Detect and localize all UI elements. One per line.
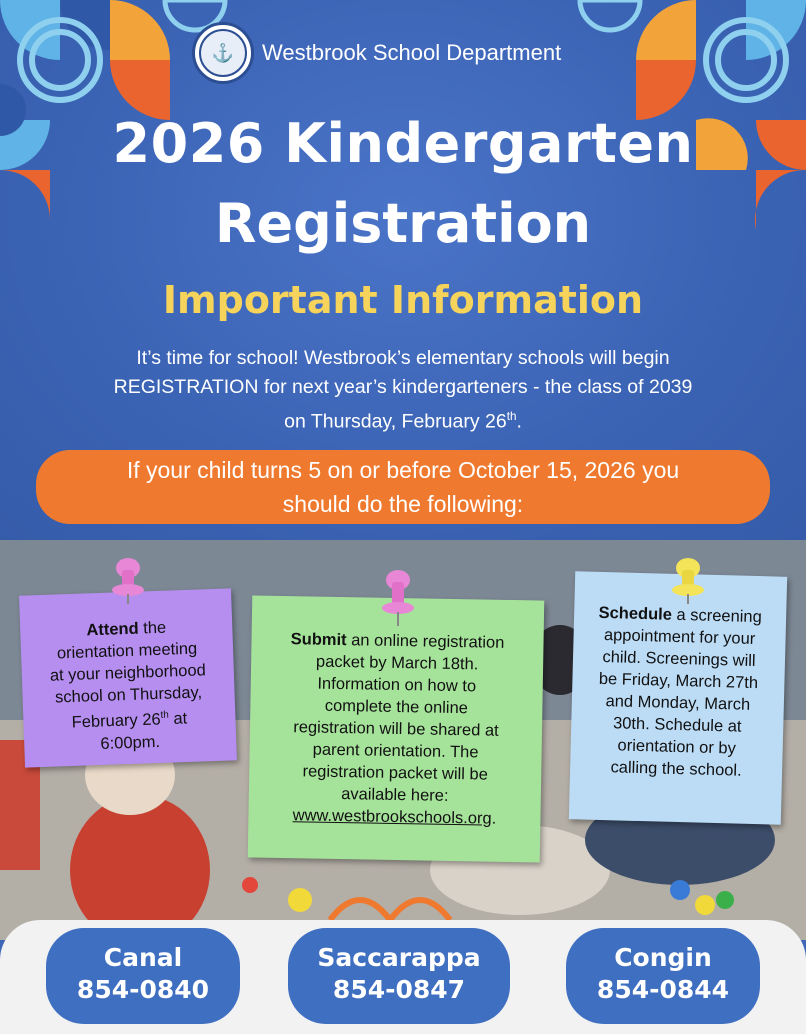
page-subtitle: Important Information [162,278,644,322]
intro-text [40,344,766,437]
note-attend [19,588,237,767]
note-line: registration packet will be [302,762,489,784]
district-name: Westbrook School Department [262,40,562,65]
note-submit [248,595,545,862]
canal-contact-button[interactable] [46,928,240,1024]
note-line: complete the online [324,696,469,718]
note-line: Submit an online registration [290,630,505,652]
intro-line: It’s time for school! Westbrook’s elementary schools will begin [136,347,670,369]
note-line: orientation or by [617,736,737,758]
note-line: Attend the [86,618,167,640]
eligibility-line: If your child turns 5 on or before October 15, 2026 you [126,457,680,483]
pushpin-icon [380,568,416,628]
note-line: 30th. Schedule at [612,714,742,736]
congin-contact-button[interactable] [566,928,760,1024]
saccarappa-contact-button[interactable] [288,928,510,1024]
school-seal-icon: ⚓ [192,22,254,84]
note-line: calling the school. [610,758,742,780]
intro-line: REGISTRATION for next year’s kindergarteners - the class of 2039 [113,376,693,398]
note-line: February 26th at [71,709,188,732]
note-line: parent orientation. The [312,740,479,762]
note-line: at your neighborhood [49,661,207,685]
note-line: Information on how to [317,674,477,696]
school-phone: 854-0840 [76,975,210,1004]
note-line: be Friday, March 27th [598,669,759,693]
note-line: appointment for your [603,626,756,648]
note-line: school on Thursday, [54,683,203,707]
school-phone: 854-0847 [332,975,466,1004]
eligibility-line: should do the following: [282,491,524,517]
school-name: Congin [614,943,712,972]
intro-line: on Thursday, February 26th. [284,410,522,433]
note-line: 6:00pm. [100,732,161,753]
note-line: packet by March 18th. [315,652,479,674]
note-line: orientation meeting [56,639,198,663]
note-line: and Monday, March [605,692,751,714]
note-line: www.westbrookschools.org. [292,806,497,828]
school-name: Saccarappa [317,943,481,972]
note-line: Schedule a screening [598,603,763,627]
page-title: 2026 Kindergarten [112,112,694,175]
pushpin-icon [110,556,146,606]
registration-link[interactable]: www.westbrookschools.org [292,806,492,828]
note-line: registration will be shared at [293,718,499,740]
school-phone: 854-0844 [596,975,730,1004]
page-title-line2: Registration [214,192,592,255]
note-line: child. Screenings will [602,648,756,671]
school-name: Canal [103,943,183,972]
note-line: available here: [341,785,449,805]
note-schedule [569,571,787,824]
pushpin-icon [670,556,706,606]
eligibility-banner [36,450,770,524]
